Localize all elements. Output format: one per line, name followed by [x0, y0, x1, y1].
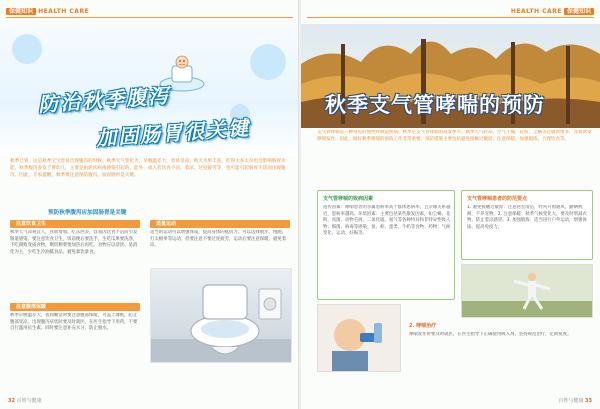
right-intro-paragraph: 支气管哮喘是一种常见的慢性呼吸道疾病，秋季是支气管哮喘的高发季节。秋季天气转凉，空气干燥，花粉、尘螨等过敏原增多，容易诱发哮喘发作。因此，做好秋季哮喘的预防工作非常重要。预防措施主要包括避免接触过敏原、注意保暖、加强锻炼、合理饮食等。	[317, 130, 592, 142]
left-intro-paragraph: 秋季已到，这是秋季宝宝容易出现腹泻的时候。秋季天气变化大，早晚温差大，容易受凉；秋天水果丰富，吃得太多太杂也会影响肠胃功能。秋季腹泻多发于婴幼儿，主要是由轮状病毒感染引起的。此外，成人若饮食不洁、着凉、过度疲劳等，也可能引起肠胃不适而出现腹泻。因此，专家提醒，秋季要注意预防腹泻，加固肠胃是关键。	[10, 159, 286, 178]
section-heading-exercise: 适量运动	[150, 220, 290, 228]
toilet-photo	[150, 268, 292, 363]
treatment-heading: 2. 哮喘治疗	[409, 323, 437, 329]
right-magazine-name: 百姓与健康	[558, 398, 584, 404]
left-subheading: 预防秋季腹泻应加固肠胃是关键	[48, 210, 127, 216]
left-header-rule	[6, 17, 293, 18]
right-page-number: 33	[585, 398, 592, 404]
tai-chi-photo	[461, 264, 593, 318]
left-magazine-name: 百姓与健康	[16, 398, 42, 404]
right-article-title: 秋季支气管哮喘的预防	[325, 93, 545, 117]
left-title-line2: 加固肠胃很关键	[95, 115, 251, 151]
left-section-name: HEALTH CARE	[38, 8, 90, 15]
right-page	[301, 0, 600, 409]
right-header-rule	[307, 17, 594, 18]
left-folio	[8, 397, 42, 404]
section-heading-warmth: 注意腹部保暖	[10, 303, 140, 311]
treatment-text: 哮喘发作时要及时就医，在医生指导下正确使用吸入剂，坚持规范治疗，定期复查。	[409, 332, 572, 337]
right-column-text: 适当的运动可以增强体质，提高身体的抵抗力。可以选择散步、慢跑、打太极拳等运动，但要注意不要过度疲劳，运动后要注意保暖，避免着凉。	[150, 230, 287, 249]
bubble-decoration	[250, 44, 286, 80]
left-section-tag: 保健知识	[6, 8, 36, 15]
prevention-heading: 支气管哮喘患者的防范要点	[467, 196, 528, 202]
left-column-text: 秋季天气凉爽宜人，食欲增加，吃东西多，容易因饮食不洁而引发肠道感染。要注意饮食卫生，饭前便后要洗手，生吃瓜果要洗净，不吃腐败变质食物，剩饭剩菜要加热后再吃。食物应以清淡、易消化为主，少吃生冷油腻食品，避免暴饮暴食。	[10, 230, 138, 255]
causes-heading: 支气管哮喘的致病因素	[323, 196, 374, 202]
right-section-tag: 保健知识	[564, 8, 594, 15]
prevention-text: 1. 避免接触过敏原：注意居室清洁，经常开窗通风，勤晒被褥，不养宠物。2. 注意保暖：秋季气候变化大，要及时增减衣物，防止着凉感冒。3. 加强锻炼：适当进行户外运动，增强体质，提高免疫力。	[467, 205, 587, 230]
left-page-number: 32	[8, 398, 15, 404]
left-hero-banner	[0, 24, 299, 156]
right-section-name: HEALTH CARE	[510, 8, 562, 15]
causes-text: 遗传因素：哮喘患者的亲属患病率高于群体患病率，且亲缘关系越近，患病率越高。环境因素：主要包括某些激发因素，如尘螨、花粉、真菌、动物毛屑、二氧化硫、氨气等各种特异和非特异性吸入物；细菌、病毒等感染；鱼、虾、蛋类、牛奶等食物；药物；气候变化、运动、妊娠等。	[323, 205, 451, 237]
right-hero-photo	[301, 24, 600, 128]
right-folio	[558, 397, 592, 404]
section-heading-hygiene: 注意饮食卫生	[10, 220, 140, 228]
inhaler-photo	[317, 304, 401, 372]
bubble-decoration	[12, 34, 42, 64]
left-title-line1: 防治秋季腹泻	[37, 83, 171, 117]
warmth-column-text: 秋季早晚温差大，夜间睡觉时要注意腹部保暖，可盖上薄被，防止腹部受凉。出现腹泻症状时要及时就医，在医生指导下用药，不要自行滥用抗生素。同时要注意补充水分，防止脱水。	[10, 313, 138, 332]
left-page	[0, 0, 299, 409]
